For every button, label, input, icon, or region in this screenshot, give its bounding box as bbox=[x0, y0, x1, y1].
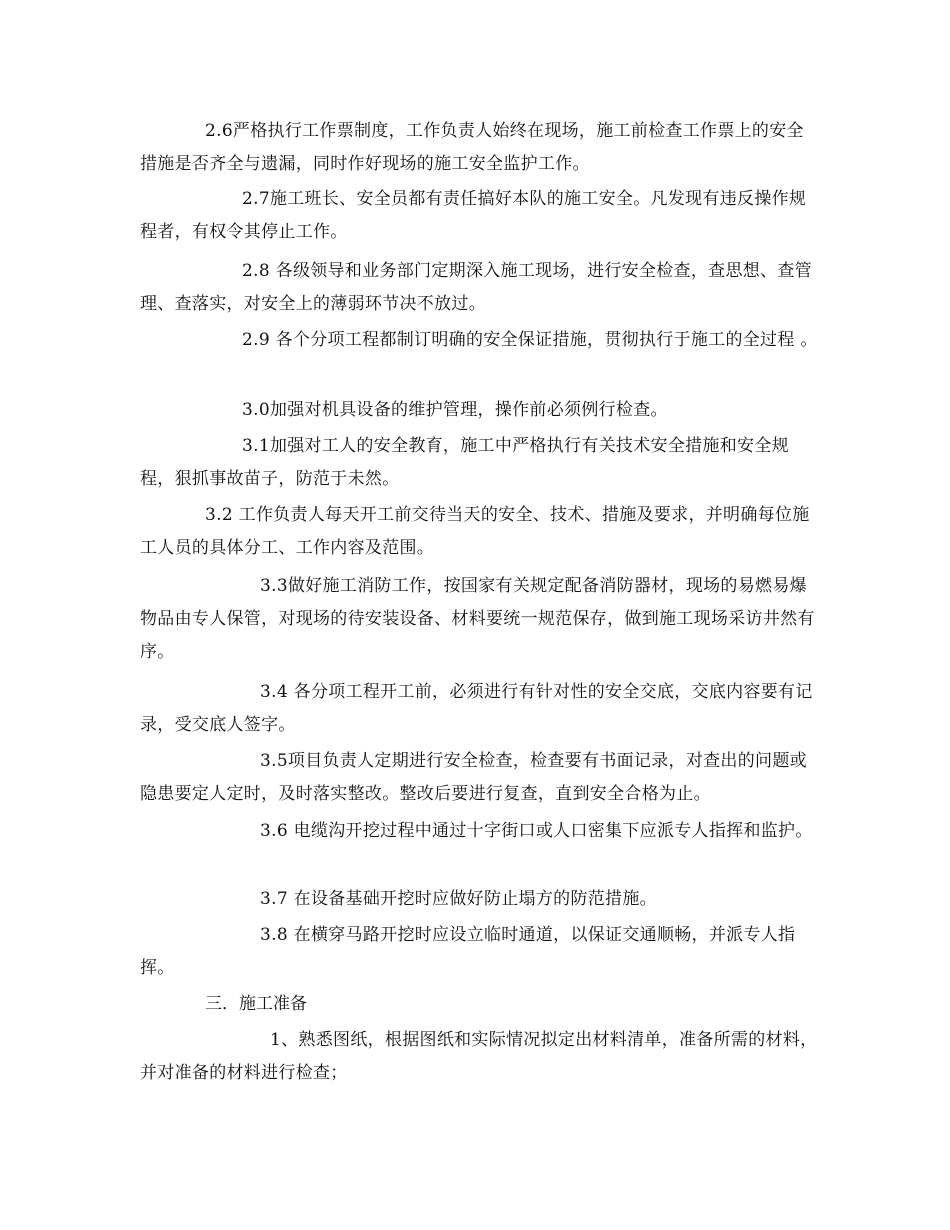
paragraph-3-5: 3.5项目负责人定期进行安全检查，检查要有书面记录，对查出的问题或隐患要定人定时，及时落实整改。整改后要进行复查，直到安全合格为止。 bbox=[140, 751, 807, 804]
paragraph-3-7: 3.7 在设备基础开挖时应做好防止塌方的防范措施。 bbox=[260, 889, 657, 909]
paragraph-2-7: 2.7施工班长、安全员都有责任搞好本队的施工安全。凡发现有违反操作规程者，有权令其停止工作。 bbox=[140, 189, 807, 242]
paragraph-3-8: 3.8 在横穿马路开挖时应设立临时通道，以保证交通顺畅，并派专人指挥。 bbox=[140, 925, 796, 978]
paragraph-3-3: 3.3做好施工消防工作，按国家有关规定配备消防器材，现场的易燃易爆物品由专人保管，对现场的待安装设备、材料要统一规范保存，做到施工现场采访井然有序。 bbox=[140, 576, 815, 662]
paragraph-2-8: 2.8 各级领导和业务部门定期深入施工现场，进行安全检查，查思想、查管理、查落实，对安全上的薄弱环节决不放过。 bbox=[140, 261, 812, 314]
paragraph-section-1: 1、熟悉图纸，根据图纸和实际情况拟定出材料清单，准备所需的材料，并对准备的材料进行检查； bbox=[140, 1030, 818, 1083]
paragraph-2-6: 2.6严格执行工作票制度，工作负责人始终在现场，施工前检查工作票上的安全措施是否齐全与遗漏，同时作好现场的施工安全监护工作。 bbox=[140, 121, 804, 174]
paragraph-3-6: 3.6 电缆沟开挖过程中通过十字街口或人口密集下应派专人指挥和监护。 bbox=[260, 821, 813, 841]
paragraph-3-0: 3.0加强对机具设备的维护管理，操作前必须例行检查。 bbox=[242, 400, 668, 420]
section-heading: 三．施工准备 bbox=[205, 994, 307, 1014]
paragraph-3-1: 3.1加强对工人的安全教育，施工中严格执行有关技术安全措施和安全规程，狠抓事故苗子，防范于未然。 bbox=[140, 436, 789, 489]
paragraph-2-9: 2.9 各个分项工程都制订明确的安全保证措施，贯彻执行于施工的全过程 。 bbox=[242, 330, 818, 350]
paragraph-3-4: 3.4 各分项工程开工前，必须进行有针对性的安全交底，交底内容要有记录，受交底人签字。 bbox=[140, 682, 813, 735]
paragraph-3-2: 3.2 工作负责人每天开工前交待当天的安全、技术、措施及要求，并明确每位施工人员的具体分工、工作内容及范围。 bbox=[140, 505, 810, 558]
